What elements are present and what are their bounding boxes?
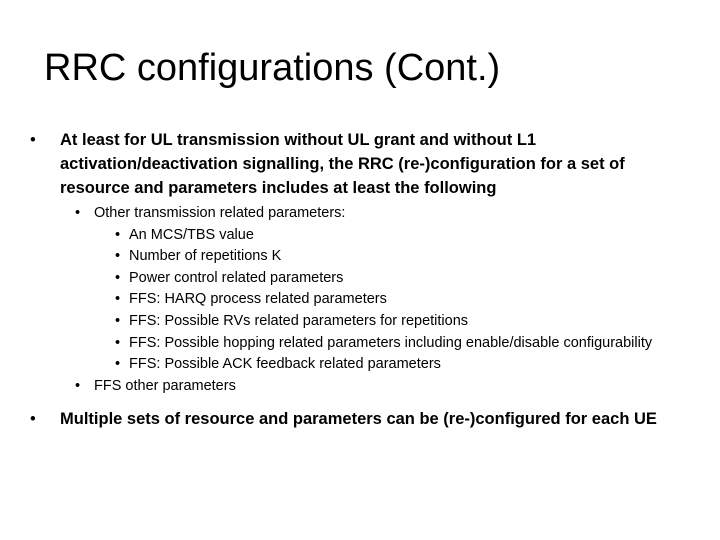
- bullet-dot-icon: •: [75, 205, 81, 221]
- bullet-level2: [30, 203, 695, 225]
- bullet-level3: [30, 354, 695, 376]
- bullet-text: Power control related parameters: [129, 269, 344, 286]
- bullet-text: Multiple sets of resource and parameters can be (re-)configured for each UE: [60, 410, 657, 429]
- bullet-text: FFS: Possible ACK feedback related parameters: [129, 356, 441, 373]
- bullet-dot-icon: •: [115, 226, 121, 243]
- bullet-level3: [30, 289, 695, 311]
- bullet-text: Other transmission related parameters:: [94, 205, 346, 221]
- bullet-text: FFS: HARQ process related parameters: [129, 291, 387, 308]
- bullet-dot-icon: •: [115, 334, 121, 351]
- bullet-level1: [30, 128, 695, 200]
- bullet-dot-icon: •: [115, 356, 121, 373]
- bullet-level3: [30, 333, 695, 355]
- bullet-dot-icon: •: [75, 377, 81, 394]
- bullet-text: An MCS/TBS value: [129, 226, 254, 243]
- bullet-text: FFS: Possible hopping related parameters including enable/disable configurability: [129, 334, 653, 351]
- bullet-level3: [30, 225, 695, 247]
- bullet-level2: [30, 376, 695, 398]
- bullet-level3: [30, 268, 695, 290]
- bullet-level3: [30, 311, 695, 333]
- bullet-dot-icon: •: [115, 312, 121, 329]
- bullet-dot-icon: •: [30, 410, 36, 429]
- bullet-dot-icon: •: [115, 269, 121, 286]
- bullet-level3: [30, 246, 695, 268]
- bullet-level1: [30, 407, 695, 431]
- slide-title: RRC configurations (Cont.): [44, 47, 501, 89]
- bullet-dot-icon: •: [115, 248, 121, 265]
- slide-body: [30, 128, 695, 431]
- bullet-dot-icon: •: [30, 131, 36, 149]
- bullet-dot-icon: •: [115, 291, 121, 308]
- bullet-text: FFS: Possible RVs related parameters for repetitions: [129, 312, 469, 329]
- bullet-text: At least for UL transmission without UL grant and without L1 activation/deactivation signalling, the RRC (re-)configuration for a set of resource and parameters includes at least the following: [60, 131, 625, 197]
- bullet-text: FFS other parameters: [94, 377, 236, 394]
- bullet-text: Number of repetitions K: [129, 248, 282, 265]
